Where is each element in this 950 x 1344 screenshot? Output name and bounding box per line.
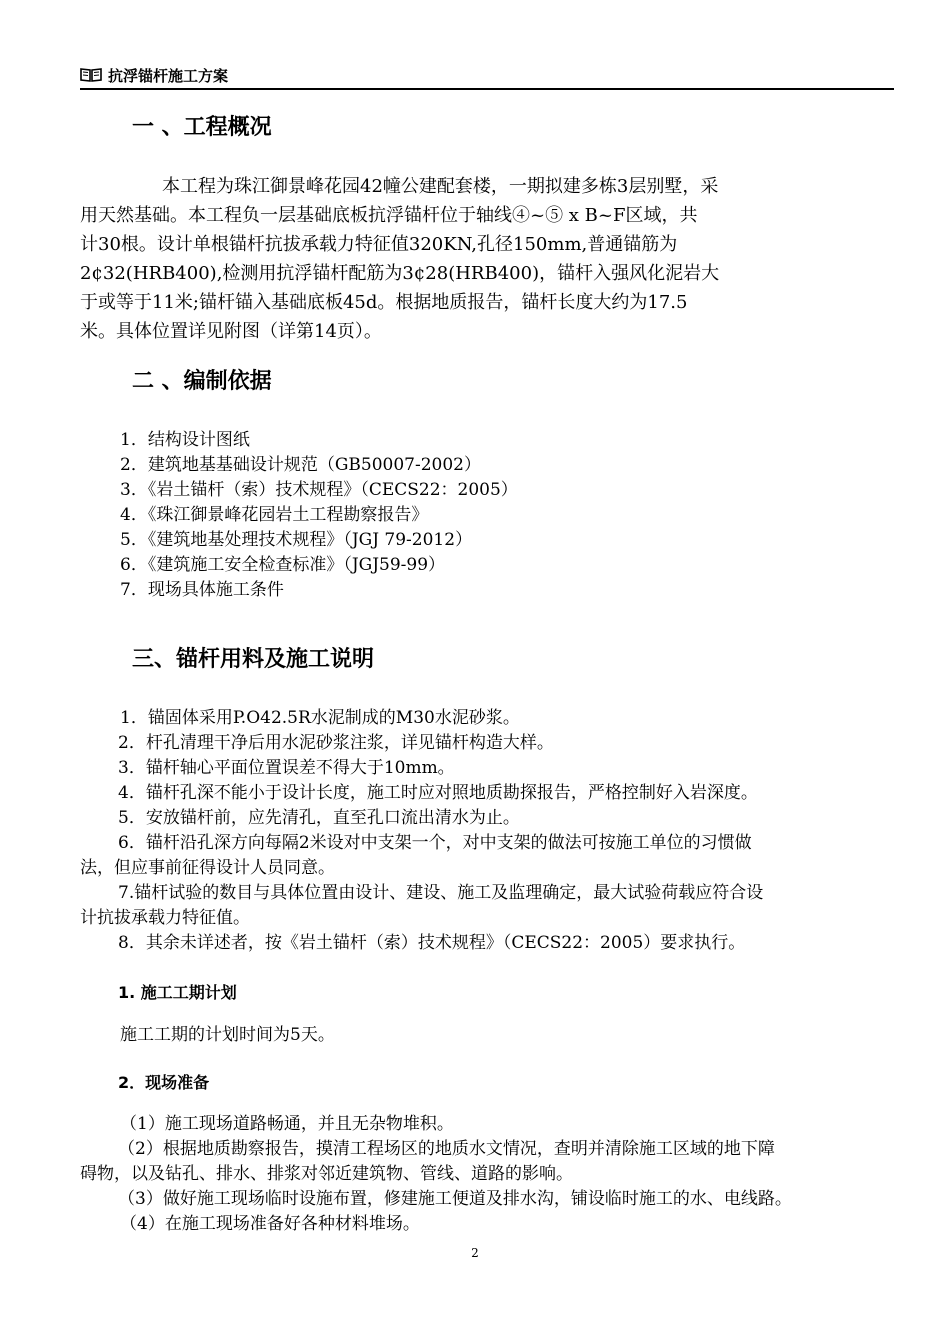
subsection-heading-schedule: 1. 施工工期计划 [118, 983, 237, 1002]
overview-line: 用天然基础。本工程负一层基础底板抗浮锚杆位于轴线④~⑤ x B~F区域，共 [80, 205, 698, 226]
list-item: 1．结构设计图纸 [120, 430, 250, 450]
overview-paragraph [80, 172, 894, 346]
list-item: （2）根据地质勘察报告，摸清工程场区的地质水文情况，查明并清除施工区域的地下障 [118, 1139, 775, 1159]
page-number: 2 [471, 1246, 479, 1260]
section-heading-basis: 二 、编制依据 [132, 369, 272, 394]
basis-list [120, 428, 934, 603]
list-item: 6．《建筑施工安全检查标准》（JGJ59-99） [120, 555, 446, 575]
prep-list [80, 1112, 894, 1237]
list-item: 6．锚杆沿孔深方向每隔2米设对中支架一个，对中支架的做法可按施工单位的习惯做 [118, 833, 752, 853]
book-icon [80, 68, 102, 82]
list-item: 5．《建筑地基处理技术规程》（JGJ 79-2012） [120, 530, 473, 550]
list-item: 4．锚杆孔深不能小于设计长度，施工时应对照地质勘探报告，严格控制好入岩深度。 [118, 783, 758, 803]
overview-line: 于或等于11米;锚杆锚入基础底板45d。根据地质报告，锚杆长度大约为17.5 [80, 292, 688, 313]
list-item: 8．其余未详述者，按《岩土锚杆（索）技术规程》（CECS22：2005）要求执行。 [118, 933, 746, 953]
list-item: 计抗拔承载力特征值。 [80, 908, 250, 928]
list-item: 3．《岩土锚杆（索）技术规程》（CECS22：2005） [120, 480, 518, 500]
list-item: 2．建筑地基基础设计规范（GB50007-2002） [120, 455, 481, 475]
list-item: 5．安放锚杆前，应先清孔，直至孔口流出清水为止。 [118, 808, 520, 828]
schedule-text: 施工工期的计划时间为5天。 [120, 1025, 335, 1045]
list-item: 3．锚杆轴心平面位置误差不得大于10mm。 [118, 758, 455, 778]
list-item: 4．《珠江御景峰花园岩土工程勘察报告》 [120, 505, 429, 525]
list-item: 法，但应事前征得设计人员同意。 [80, 858, 335, 878]
list-item: 7.锚杆试验的数目与具体位置由设计、建设、施工及监理确定，最大试验荷载应符合设 [118, 883, 764, 903]
list-item: 2．杆孔清理干净后用水泥砂浆注浆，详见锚杆构造大样。 [118, 733, 554, 753]
section-heading-overview: 一 、工程概况 [132, 115, 272, 140]
list-item: （4）在施工现场准备好各种材料堆场。 [120, 1214, 420, 1234]
list-item: 碍物，以及钻孔、排水、排浆对邻近建筑物、管线、道路的影响。 [80, 1164, 573, 1184]
subsection-heading-prep: 2．现场准备 [118, 1073, 210, 1092]
overview-line: 米。具体位置详见附图（详第14页）。 [80, 321, 382, 342]
overview-line: 2¢32(HRB400),检测用抗浮锚杆配筋为3¢28(HRB400)，锚杆入强风化泥岩大 [80, 263, 720, 284]
list-item: 7．现场具体施工条件 [120, 580, 284, 600]
header-title: 抗浮锚杆施工方案 [108, 67, 229, 85]
overview-line: 计30根。设计单根锚杆抗拔承载力特征值320KN,孔径150mm,普通锚筋为 [80, 234, 678, 255]
list-item: （3）做好施工现场临时设施布置，修建施工便道及排水沟，铺设临时施工的水、电线路。 [118, 1189, 792, 1209]
page-header [80, 64, 894, 90]
list-item: 1．锚固体采用P.O42.5R水泥制成的M30水泥砂浆。 [120, 708, 520, 728]
overview-line: 本工程为珠江御景峰花园42幢公建配套楼，一期拟建多栋3层别墅，采 [162, 176, 719, 197]
materials-list [80, 706, 894, 956]
section-heading-materials: 三、锚杆用料及施工说明 [132, 647, 375, 672]
list-item: （1）施工现场道路畅通，并且无杂物堆积。 [120, 1114, 454, 1134]
